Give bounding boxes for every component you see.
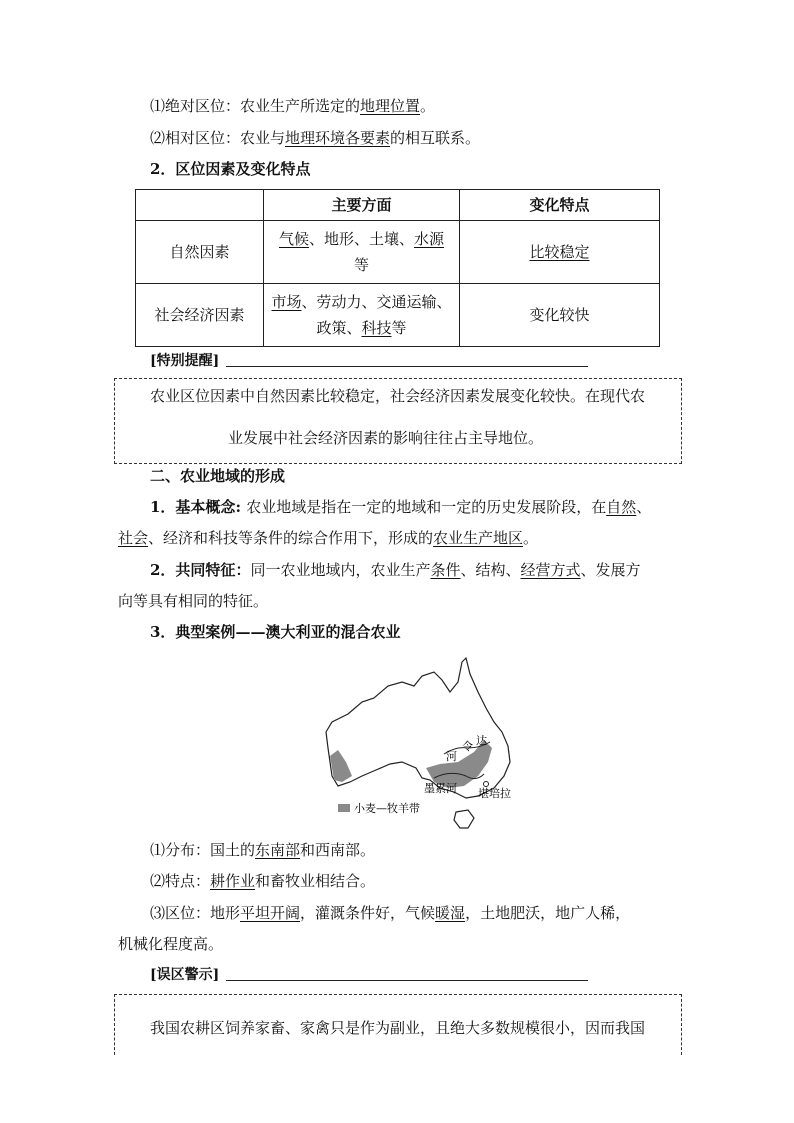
row-label: 社会经济因素 bbox=[136, 284, 264, 347]
text: 。 bbox=[523, 529, 539, 547]
underlined-term: 地理位置 bbox=[360, 97, 421, 115]
legend-swatch bbox=[338, 804, 350, 812]
underlined-term: 比较稳定 bbox=[529, 243, 590, 261]
location-item-cont: 机械化程度高。 bbox=[118, 935, 224, 953]
features-paragraph bbox=[150, 560, 641, 580]
reminder-line: 业发展中社会经济因素的影响往往占主导地位。 bbox=[228, 429, 544, 447]
table-header-row bbox=[136, 190, 660, 221]
underlined-term: 地理环境各要素 bbox=[285, 129, 391, 147]
text: ，土地肥沃，地广人稀， bbox=[465, 904, 631, 922]
text: 、 bbox=[636, 498, 652, 516]
location-factor-table bbox=[135, 189, 660, 347]
text: 、结构、 bbox=[460, 561, 521, 579]
underlined-term: 平坦开阔 bbox=[240, 904, 301, 922]
table-row bbox=[136, 221, 660, 284]
underlined-term: 气候 bbox=[278, 230, 309, 248]
text: ⑵相对区位：农业与 bbox=[150, 129, 286, 147]
underlined-term: 自然 bbox=[606, 498, 637, 516]
text: 和畜牧业相结合。 bbox=[255, 872, 376, 890]
text: ⑵特点： bbox=[150, 872, 211, 890]
special-reminder-label: [特别提醒] bbox=[150, 353, 220, 369]
case-heading: 3．典型案例——澳大利亚的混合农业 bbox=[150, 623, 401, 641]
murray-river-label: 墨累河 bbox=[424, 782, 457, 795]
header-main: 主要方面 bbox=[264, 190, 460, 221]
text: 、发展方 bbox=[580, 561, 641, 579]
text: 和西南部。 bbox=[300, 841, 376, 859]
australia-map bbox=[318, 652, 528, 832]
distribution-item bbox=[150, 840, 375, 860]
text: 等 bbox=[353, 256, 369, 274]
location-item bbox=[150, 903, 630, 923]
river-label-ling: 令 bbox=[462, 740, 473, 753]
section-title: 二、农业地域的形成 bbox=[150, 467, 286, 485]
section-heading: 2．区位因素及变化特点 bbox=[150, 160, 311, 178]
text: 同一农业地域内，农业生产 bbox=[250, 561, 431, 579]
underlined-term: 农业生产地区 bbox=[433, 529, 524, 547]
river-label-he: 河 bbox=[446, 750, 457, 763]
text: 。 bbox=[420, 97, 436, 115]
text: ，灌溉条件好，气候 bbox=[300, 904, 436, 922]
label: 1．基本概念: bbox=[150, 498, 247, 516]
text: 农业地域是指在一定的地域和一定的历史发展阶段，在 bbox=[246, 498, 607, 516]
row-label: 自然因素 bbox=[136, 221, 264, 284]
header-change: 变化特点 bbox=[460, 190, 660, 221]
underlined-term: 经营方式 bbox=[520, 561, 581, 579]
text: ⑴分布：国土的 bbox=[150, 841, 256, 859]
misconception-label: [误区警示] bbox=[150, 967, 220, 983]
underlined-term: 耕作业 bbox=[210, 872, 256, 890]
divider bbox=[226, 980, 588, 981]
text: ⑶区位：地形 bbox=[150, 904, 241, 922]
row-change: 变化较快 bbox=[460, 284, 660, 347]
item-absolute-location bbox=[150, 96, 435, 116]
row-main bbox=[264, 284, 460, 347]
underlined-term: 东南部 bbox=[255, 841, 301, 859]
item-relative-location bbox=[150, 128, 480, 148]
text: 、经济和科技等条件的综合作用下，形成的 bbox=[148, 529, 434, 547]
features-item bbox=[150, 871, 375, 891]
concept-paragraph bbox=[150, 497, 651, 517]
underlined-term: 暖湿 bbox=[435, 904, 466, 922]
text: ⑴绝对区位：农业生产所选定的 bbox=[150, 97, 361, 115]
underlined-term: 水源 bbox=[414, 230, 445, 248]
text: 、劳动力、交通运输、政策、 bbox=[301, 293, 452, 337]
underlined-term: 社会 bbox=[118, 529, 149, 547]
river-label-da: 达 bbox=[476, 734, 487, 747]
legend-label: 小麦—牧羊带 bbox=[354, 802, 420, 815]
australia-outline bbox=[326, 658, 510, 798]
underlined-term: 科技 bbox=[361, 319, 392, 337]
underlined-term: 市场 bbox=[271, 293, 302, 311]
canberra-label: 堪培拉 bbox=[478, 787, 511, 800]
row-main bbox=[264, 221, 460, 284]
underlined-term: 条件 bbox=[430, 561, 461, 579]
features-paragraph-cont: 向等具有相同的特征。 bbox=[118, 592, 269, 610]
header-empty bbox=[136, 190, 264, 221]
label: 2．共同特征： bbox=[150, 561, 251, 579]
reminder-line: 农业区位因素中自然因素比较稳定，社会经济因素发展变化较快。在现代农 bbox=[150, 387, 646, 405]
warning-line: 我国农耕区饲养家畜、家禽只是作为副业，且绝大多数规模很小，因而我国 bbox=[150, 1019, 646, 1037]
concept-paragraph-cont bbox=[118, 528, 538, 548]
table-row bbox=[136, 284, 660, 347]
text: 、地形、土壤、 bbox=[308, 230, 414, 248]
divider bbox=[226, 366, 588, 367]
text: 等 bbox=[391, 319, 407, 337]
row-change bbox=[460, 221, 660, 284]
text: 的相互联系。 bbox=[390, 129, 481, 147]
tasmania bbox=[454, 810, 474, 828]
canberra-marker bbox=[484, 782, 489, 787]
